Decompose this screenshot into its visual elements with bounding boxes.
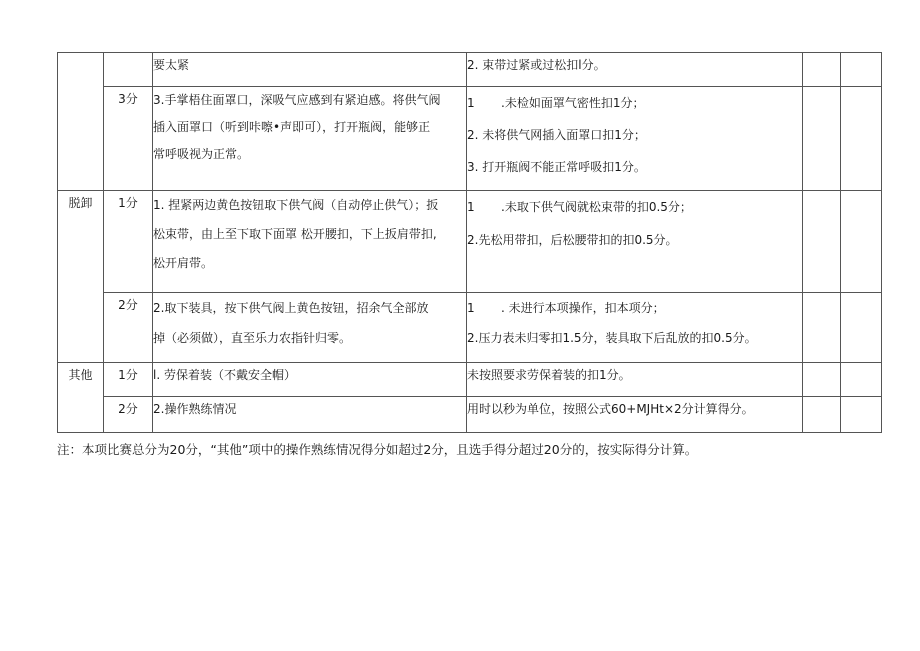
deduction-cell [467, 363, 803, 397]
step-cell [153, 87, 467, 191]
blank-cell [803, 363, 841, 397]
step-line: 掉（必须做），直至乐力农指针归零。 [153, 331, 352, 345]
step-cell [153, 53, 467, 87]
deduction-cell [467, 293, 803, 363]
footnote: 注：本项比赛总分为20分，“其他”项中的操作熟练情况得分如超过2分，且选手得分超过20分的，按实际得分计算。 [57, 442, 698, 457]
deduction-cell [467, 397, 803, 433]
step-text: 2.操作熟练情况 [153, 402, 237, 416]
deduction-line: 1 .未检如面罩气密性扣1分； [467, 96, 645, 110]
step-cell [153, 293, 467, 363]
step-text: 要太紧 [153, 58, 190, 72]
blank-cell [803, 293, 841, 363]
deduction-line: 2. 未将供气网插入面罩口扣1分； [467, 128, 646, 142]
step-line: 2.取下装具，按下供气阀上黄色按钮，招余气全部放 [153, 301, 429, 315]
blank-cell [841, 191, 882, 293]
deduction-cell [467, 53, 803, 87]
blank-cell [841, 53, 882, 87]
score-cell: 1分 [104, 191, 153, 293]
deduction-cell [467, 87, 803, 191]
table-row [58, 397, 882, 433]
blank-cell [803, 53, 841, 87]
scoring-table [57, 52, 882, 433]
step-line: 1. 捏紧两边黄色按钮取下供气阀（自动停止供气）；扳 [153, 198, 439, 212]
blank-cell [803, 87, 841, 191]
blank-cell [841, 363, 882, 397]
score-cell: 2分 [104, 397, 153, 433]
deduction-line: 2.先松用带扣，后松腰带扣的扣0.5分。 [467, 233, 678, 247]
deduction-text: 未按照要求劳保着装的扣1分。 [467, 368, 631, 382]
deduction-cell [467, 191, 803, 293]
score-cell: 2分 [104, 293, 153, 363]
step-cell [153, 191, 467, 293]
blank-cell [841, 293, 882, 363]
deduction-text: 用时以秒为单位，按照公式60+MJHt×2分计算得分。 [467, 402, 754, 416]
deduction-line: 1 . 未进行本项操作，扣本项分； [467, 301, 665, 315]
blank-cell [803, 397, 841, 433]
category-tuoxie: 脱卸 [58, 191, 104, 363]
deduction-line: 3. 打开瓶阀不能正常呼吸扣1分。 [467, 160, 646, 174]
category-qita: 其他 [58, 363, 104, 433]
blank-cell [841, 87, 882, 191]
step-line: 松束带，由上至下取下面罩 松开腰扣，下上扳肩带扣, [153, 227, 437, 241]
table-row [58, 363, 882, 397]
table-row [58, 53, 882, 87]
step-line: 常呼吸视为正常。 [153, 147, 250, 161]
step-line: 插入面罩口（听到咔嚓•声即可），打开瓶阀，能够正 [153, 120, 431, 134]
step-cell [153, 363, 467, 397]
step-cell [153, 397, 467, 433]
table-row [58, 87, 882, 191]
score-cell: 3分 [104, 87, 153, 191]
score-cell: 1分 [104, 363, 153, 397]
step-line: 松开肩带。 [153, 256, 214, 270]
deduction-text: 2. 束带过紧或过松扣l分。 [467, 58, 606, 72]
blank-cell [803, 191, 841, 293]
category-cell-empty [58, 53, 104, 191]
table-row [58, 293, 882, 363]
table-row [58, 191, 882, 293]
step-line: 3.手掌梧住面罩口，深吸气应感到有紧迫感。将供气阀 [153, 93, 441, 107]
deduction-line: 2.压力表未归零扣1.5分，装具取下后乱放的扣0.5分。 [467, 331, 757, 345]
blank-cell [841, 397, 882, 433]
deduction-line: 1 .未取下供气阀就松束带的扣0.5分； [467, 200, 692, 214]
step-text: l. 劳保着装（不戴安全帽） [153, 368, 296, 382]
score-cell [104, 53, 153, 87]
